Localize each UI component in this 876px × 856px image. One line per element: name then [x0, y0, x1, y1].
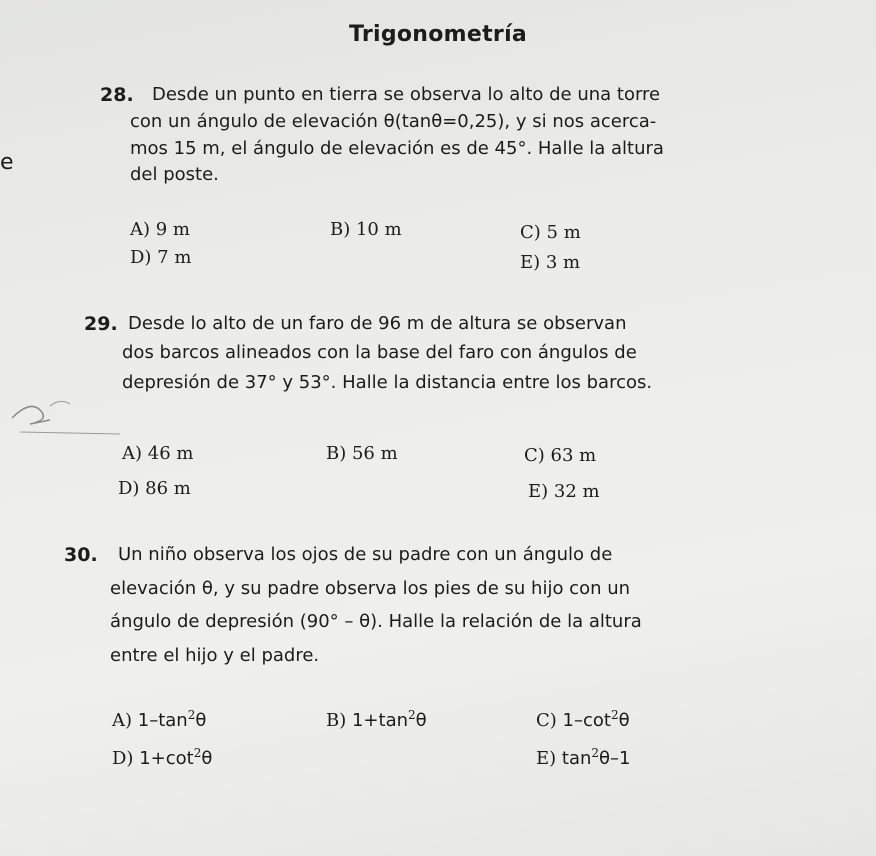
option-a: A) 9 m [130, 219, 190, 240]
page-title: Trigonometría [348, 22, 528, 47]
question-text-line: Un niño observa los ojos de su padre con un ángulo de [118, 544, 613, 565]
question-text-line: elevación θ, y su padre observa los pies de su hijo con un [110, 578, 631, 599]
question-text-line: con un ángulo de elevación θ(tanθ=0,25), y si nos acerca- [130, 111, 657, 132]
option-c: C) 5 m [520, 222, 581, 243]
question-number: 29. [84, 313, 118, 335]
margin-letter: e [0, 150, 14, 175]
option-a: A) 46 m [122, 443, 194, 464]
question-text-line: mos 15 m, el ángulo de elevación es de 45°. Halle la altura [130, 138, 664, 159]
option-e: E) 3 m [520, 252, 581, 273]
option-c: C) 63 m [524, 445, 597, 466]
question-text-line: Desde lo alto de un faro de 96 m de altura se observan [128, 313, 627, 334]
option-d: D) $1+\cot^2\theta$ [112, 746, 213, 769]
option-c: C) $1-\cot^2\theta$ [536, 708, 630, 731]
option-b: B) $1+\tan^2\theta$ [326, 708, 427, 731]
option-e: E) $\tan^2\theta-1$ [536, 746, 631, 769]
question-text-line: entre el hijo y el padre. [110, 645, 320, 666]
option-b: B) 10 m [330, 219, 402, 240]
question-number: 30. [64, 544, 98, 566]
pencil-sketch [0, 380, 140, 440]
option-b: B) 56 m [326, 443, 398, 464]
question-number: 28. [100, 84, 134, 106]
question-text-line: del poste. [130, 164, 219, 185]
question-text-line: ángulo de depresión (90° – θ). Halle la relación de la altura [110, 611, 642, 632]
question-text-line: dos barcos alineados con la base del faro con ángulos de [122, 342, 637, 363]
question-text-line: depresión de 37° y 53°. Halle la distancia entre los barcos. [122, 372, 653, 393]
option-e: E) 32 m [528, 481, 600, 502]
option-d: D) 7 m [130, 247, 192, 268]
option-d: D) 86 m [118, 478, 191, 499]
question-text-line: Desde un punto en tierra se observa lo alto de una torre [152, 84, 661, 105]
option-a: A) $1-\tan^2\theta$ [112, 708, 207, 731]
